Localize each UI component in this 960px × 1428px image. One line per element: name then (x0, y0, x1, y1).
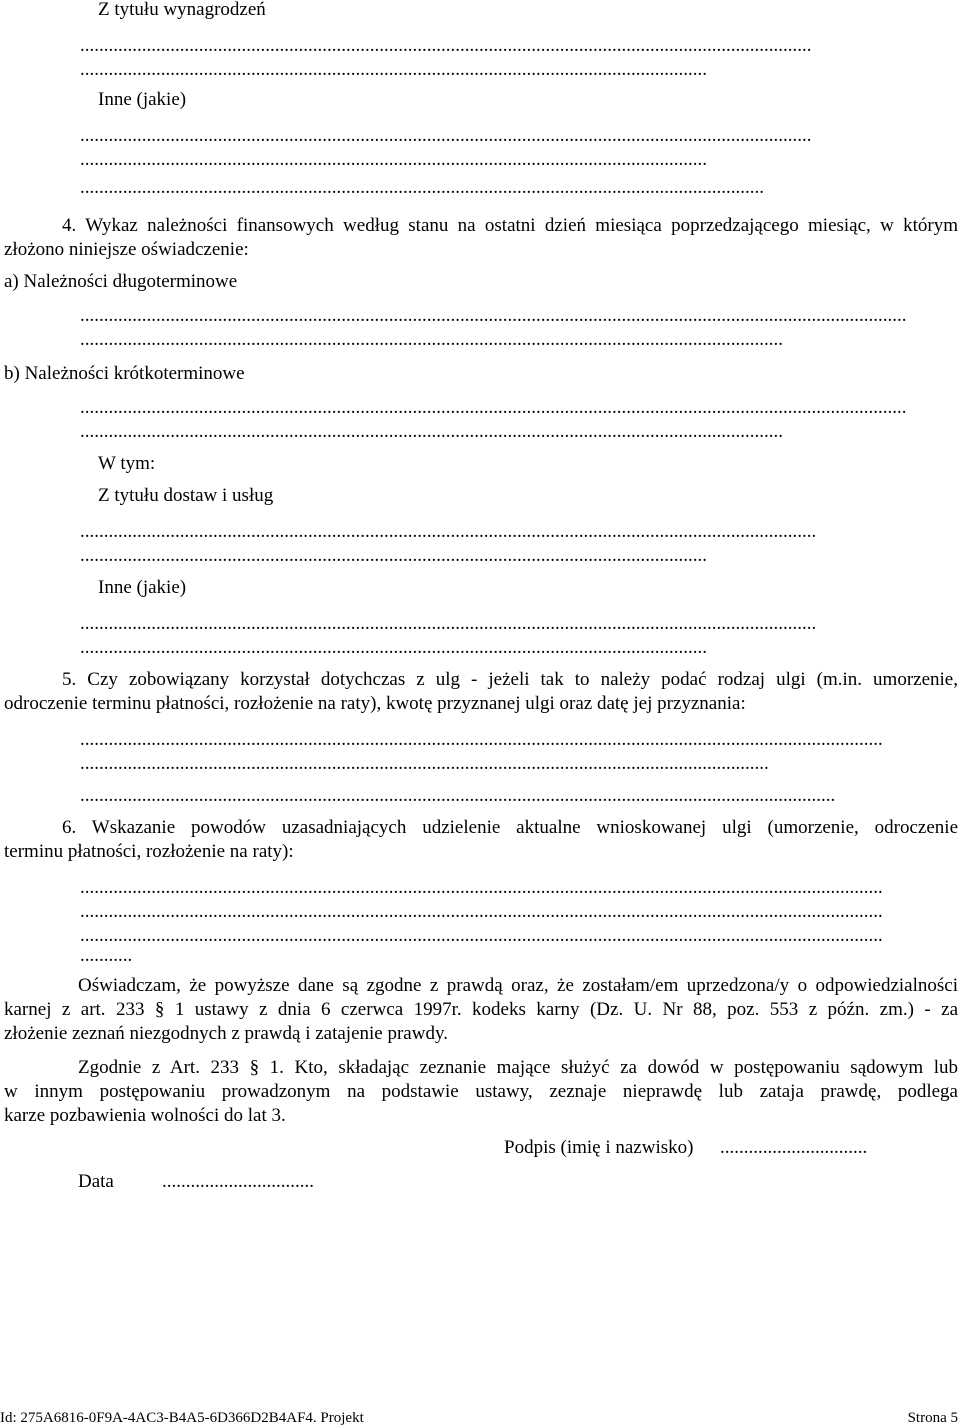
label-podpis: Podpis (imię i nazwisko) (504, 1137, 694, 1158)
fill-line[interactable]: .......................................................................................................................................................... (80, 35, 812, 56)
fill-line[interactable]: .................................................................................................................................... (80, 545, 707, 566)
fill-line[interactable]: ......................................................................................................................................................................... (80, 729, 883, 750)
label-wynagrodzen: Z tytułu wynagrodzeń (98, 0, 266, 20)
section4-heading-line1: 4. Wykaz należności finansowych według stanu na ostatni dzień miesiąca poprzedzającego miesiąc, w którym (62, 215, 958, 236)
label-naleznosci-krotkoterminowe: b) Należności krótkoterminowe (4, 363, 245, 384)
section6-heading-line2: terminu płatności, rozłożenie na raty): (4, 841, 294, 862)
label-dostaw-uslug: Z tytułu dostaw i usług (98, 485, 274, 506)
section5-heading-line1: 5. Czy zobowiązany korzystał dotychczas z ulg - jeżeli tak to należy podać rodzaj ulgi (m.in. umorzenie, (62, 669, 958, 690)
fill-line[interactable]: ................................................................................................................................................. (80, 753, 769, 774)
article-line2: w innym postępowaniu prowadzonym na podstawie ustawy, zeznaje nieprawdę lub zataja prawdę, podlega (4, 1081, 958, 1102)
fill-line[interactable]: ........................................................................................................................................................... (80, 521, 817, 542)
declaration-line2: karnej z art. 233 § 1 ustawy z dnia 6 czerwca 1997r. kodeks karny (Dz. U. Nr 88, poz. 553 z późn. zm.) - za (4, 999, 958, 1020)
fill-line[interactable]: .................................................................................................................................................... (80, 421, 783, 442)
article-line3: karze pozbawienia wolności do lat 3. (4, 1105, 286, 1126)
fill-line[interactable]: ................................................................................................................................................ (80, 177, 764, 198)
label-naleznosci-dlugoterminowe: a) Należności długoterminowe (4, 271, 238, 292)
section6-heading-line1: 6. Wskazanie powodów uzasadniających udzielenie aktualne wnioskowanej ulgi (umorzenie, odroczenie (62, 817, 958, 838)
fill-line[interactable]: .......................................................................................................................................................... (80, 125, 812, 146)
fill-line[interactable]: ........................................................................................................................................................... (80, 613, 817, 634)
signature-field[interactable]: ............................... (720, 1137, 868, 1158)
fill-line[interactable]: ......................................................................................................................................................................... (80, 925, 883, 946)
label-inne-naleznosci: Inne (jakie) (98, 577, 187, 598)
section5-heading-line2: odroczenie terminu płatności, rozłożenie na raty), kwotę przyznanej ulgi oraz datę jej przyznania: (4, 693, 746, 714)
fill-line[interactable]: ............................................................................................................................................................... (80, 785, 836, 806)
footer-page-number: Strona 5 (907, 1410, 958, 1426)
fill-line[interactable]: .................................................................................................................................................... (80, 329, 783, 350)
fill-line[interactable]: ......................................................................................................................................................................... (80, 901, 883, 922)
fill-line[interactable]: ......................................................................................................................................................................... (80, 877, 883, 898)
section4-heading-line2: złożono niniejsze oświadczenie: (4, 239, 249, 260)
fill-line[interactable]: ........... (80, 945, 133, 966)
label-data: Data (78, 1171, 114, 1192)
fill-line[interactable]: .............................................................................................................................................................................. (80, 397, 907, 418)
footer-document-id: Id: 275A6816-0F9A-4AC3-B4A5-6D366D2B4AF4. Projekt (0, 1410, 364, 1426)
fill-line[interactable]: .............................................................................................................................................................................. (80, 305, 907, 326)
declaration-line3: złożenie zeznań niezgodnych z prawdą i zatajenie prawdy. (4, 1023, 448, 1044)
date-field[interactable]: ................................ (162, 1171, 314, 1192)
label-w-tym: W tym: (98, 453, 156, 474)
fill-line[interactable]: .................................................................................................................................... (80, 59, 707, 80)
fill-line[interactable]: .................................................................................................................................... (80, 637, 707, 658)
article-line1: Zgodnie z Art. 233 § 1. Kto, składając zeznanie mające służyć za dowód w postępowaniu sądowym lub (78, 1057, 958, 1078)
declaration-line1: Oświadczam, że powyższe dane są zgodne z prawdą oraz, że zostałam/em uprzedzona/y o odpowiedzialności (78, 975, 958, 996)
fill-line[interactable]: .................................................................................................................................... (80, 149, 707, 170)
label-inne: Inne (jakie) (98, 89, 187, 110)
